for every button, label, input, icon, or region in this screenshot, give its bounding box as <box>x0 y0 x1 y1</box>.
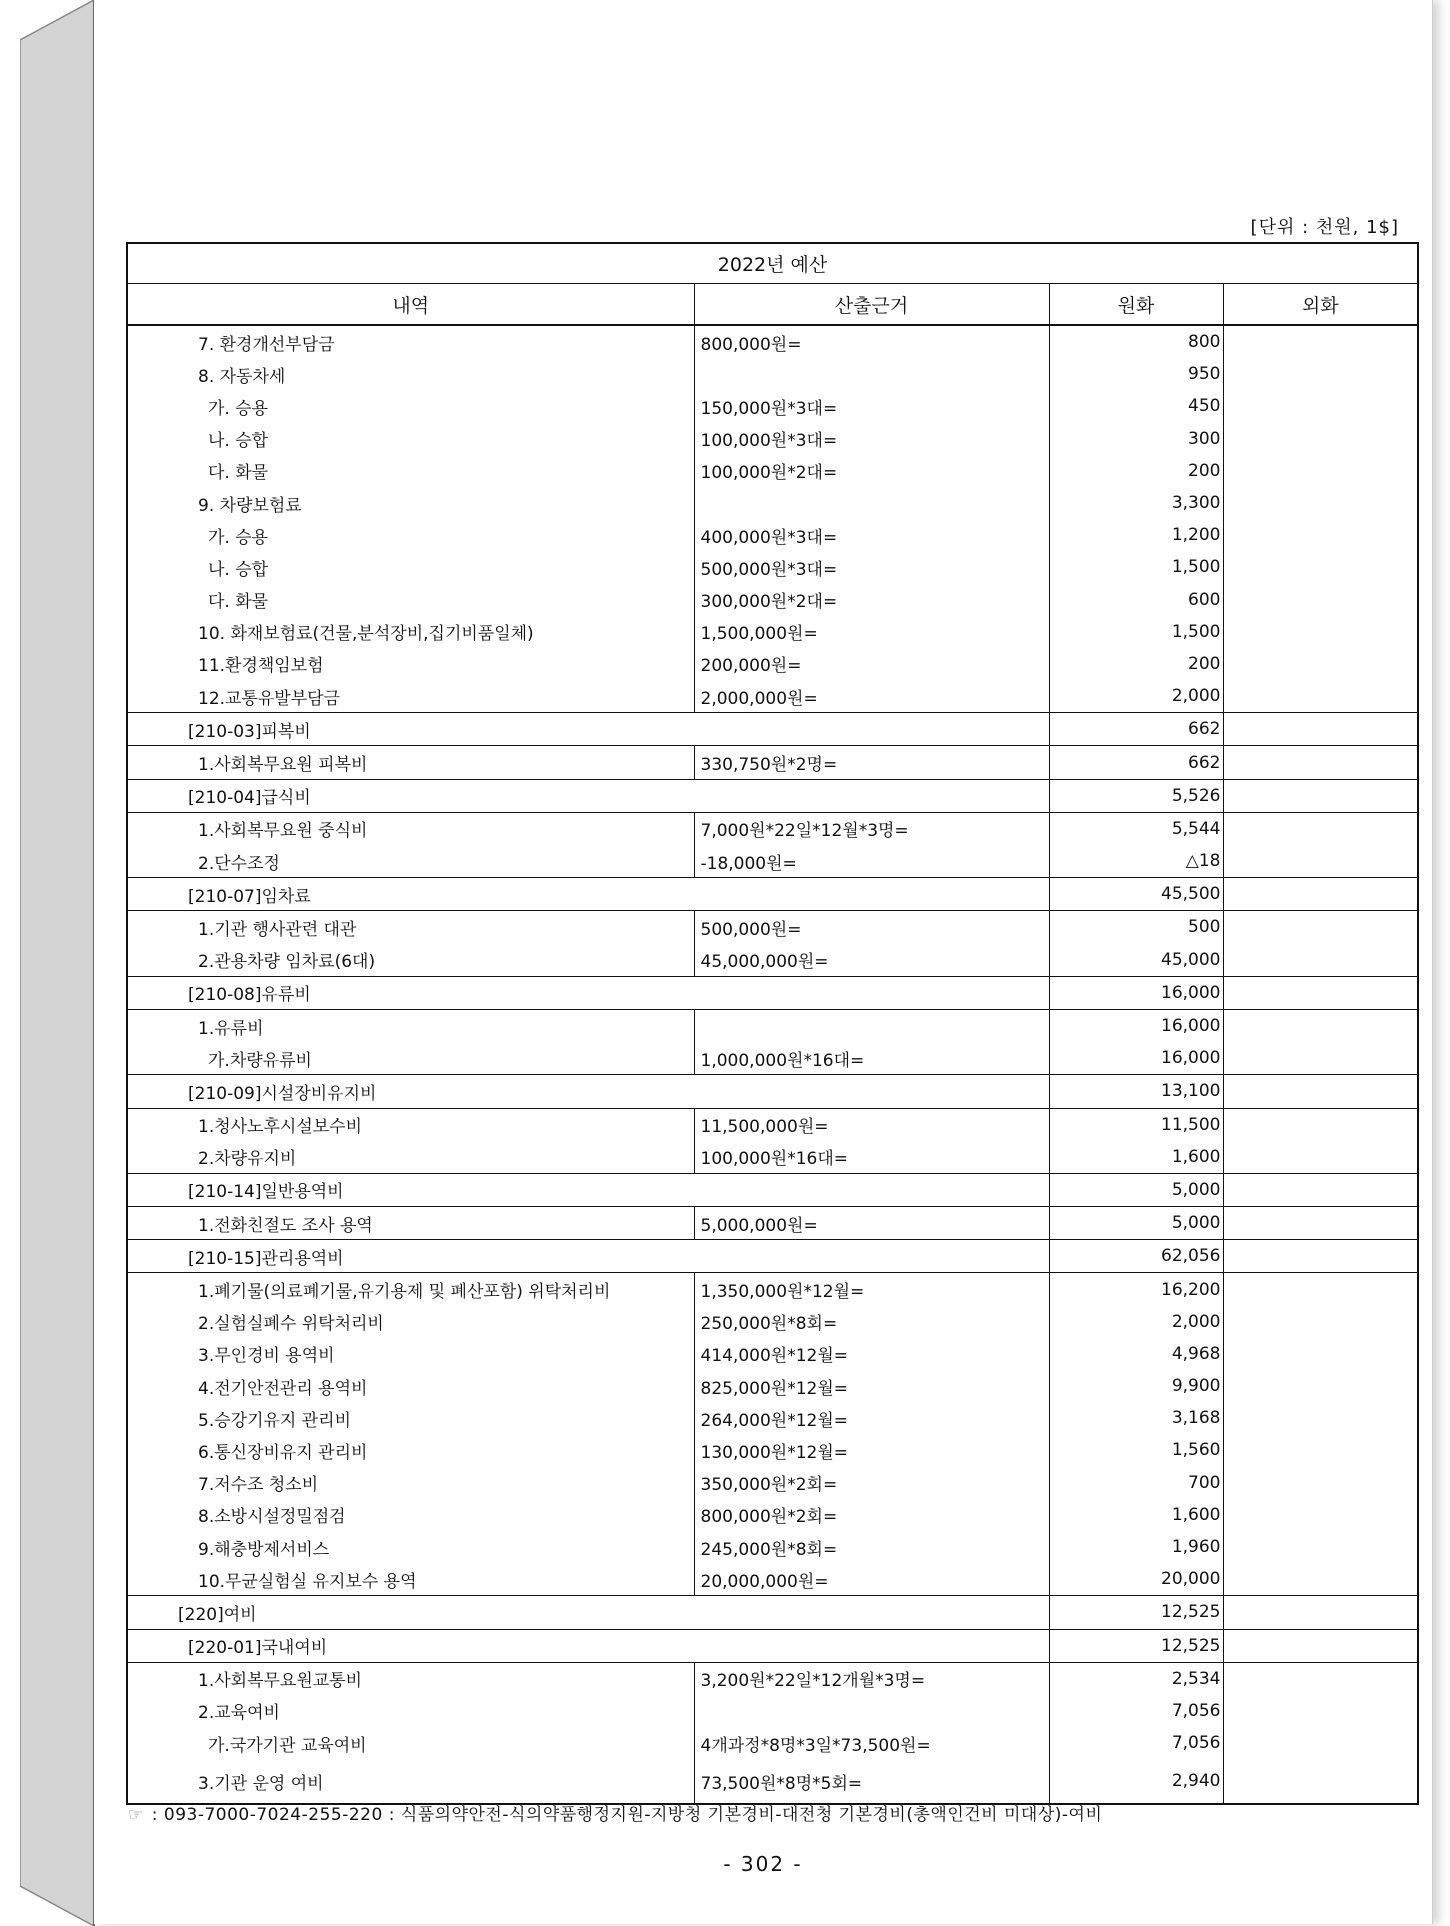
table-row <box>127 455 1418 487</box>
table-row <box>127 1273 1418 1306</box>
foreign-amount-cell <box>1223 1108 1418 1141</box>
foreign-amount-cell <box>1223 519 1418 551</box>
krw-amount-cell: 1,600 <box>1049 1499 1223 1531</box>
foreign-amount-cell <box>1223 1338 1418 1370</box>
column-header-krw: 원화 <box>1049 284 1223 326</box>
basis-cell <box>694 1695 1049 1727</box>
basis-cell: 73,500원*8명*5회= <box>694 1759 1049 1804</box>
krw-amount-cell: 5,000 <box>1049 1207 1223 1240</box>
item-cell: 10. 화재보험료(건물,분석장비,집기비품일체) <box>198 624 534 645</box>
table-row <box>127 911 1418 944</box>
krw-amount-cell: 7,056 <box>1049 1727 1223 1759</box>
foreign-amount-cell <box>1223 779 1418 812</box>
krw-amount-cell: 3,300 <box>1049 487 1223 519</box>
column-header-basis: 산출근거 <box>694 284 1049 326</box>
basis-cell: 200,000원= <box>694 648 1049 680</box>
basis-cell: 1,350,000원*12월= <box>694 1273 1049 1306</box>
table-row <box>127 584 1418 616</box>
item-cell: 가. 승용 <box>208 398 269 419</box>
krw-amount-cell: 5,526 <box>1049 779 1223 812</box>
krw-amount-cell: 300 <box>1049 423 1223 455</box>
item-cell: 1.청사노후시설보수비 <box>127 1108 694 1141</box>
basis-cell: 250,000원*8회= <box>694 1306 1049 1338</box>
krw-amount-cell: 1,560 <box>1049 1434 1223 1466</box>
basis-cell: 500,000원*3대= <box>694 551 1049 583</box>
basis-cell: -18,000원= <box>694 845 1049 878</box>
basis-cell <box>694 713 1049 746</box>
column-header-item: 내역 <box>127 284 694 326</box>
item-cell: 2.관용차량 임차료(6대) <box>198 952 376 973</box>
table-row <box>127 976 1418 1009</box>
foreign-amount-cell <box>1223 455 1418 487</box>
basis-cell: 350,000원*2회= <box>694 1467 1049 1499</box>
basis-cell: 1,000,000원*16대= <box>694 1042 1049 1075</box>
table-row <box>127 1207 1418 1240</box>
basis-cell: 400,000원*3대= <box>694 519 1049 551</box>
basis-cell: 100,000원*16대= <box>694 1141 1049 1174</box>
foreign-amount-cell <box>1223 487 1418 519</box>
foreign-amount-cell <box>1223 1759 1418 1804</box>
basis-cell <box>694 487 1049 519</box>
item-cell: 10.무균실험실 유지보수 용역 <box>198 1571 417 1592</box>
krw-amount-cell: 4,968 <box>1049 1338 1223 1370</box>
basis-cell: 800,000원*2회= <box>694 1499 1049 1531</box>
table-row <box>127 1402 1418 1434</box>
item-cell: [210-15]관리용역비 <box>127 1240 694 1273</box>
foreign-amount-cell <box>1223 1240 1418 1273</box>
basis-cell: 825,000원*12월= <box>694 1370 1049 1402</box>
table-row <box>127 1596 1418 1629</box>
krw-amount-cell: 12,525 <box>1049 1596 1223 1629</box>
krw-amount-cell: 5,544 <box>1049 812 1223 845</box>
foreign-amount-cell <box>1223 878 1418 911</box>
item-cell: [220]여비 <box>127 1596 694 1629</box>
foreign-amount-cell <box>1223 1596 1418 1629</box>
table-row <box>127 779 1418 812</box>
table-row <box>127 325 1418 358</box>
table-row <box>127 358 1418 390</box>
foreign-amount-cell <box>1223 1306 1418 1338</box>
table-row <box>127 812 1418 845</box>
basis-cell: 330,750원*2명= <box>694 746 1049 779</box>
basis-cell <box>694 1075 1049 1108</box>
basis-cell <box>694 779 1049 812</box>
item-cell: 1.기관 행사관련 대관 <box>127 911 694 944</box>
krw-amount-cell: 2,000 <box>1049 1306 1223 1338</box>
foreign-amount-cell <box>1223 1563 1418 1596</box>
item-cell: 3.기관 운영 여비 <box>198 1773 324 1794</box>
table-row <box>127 519 1418 551</box>
foreign-amount-cell <box>1223 845 1418 878</box>
foreign-amount-cell <box>1223 976 1418 1009</box>
table-row <box>127 1240 1418 1273</box>
table-row <box>127 1042 1418 1075</box>
item-cell: 가.국가기관 교육여비 <box>208 1735 367 1756</box>
krw-amount-cell: △18 <box>1049 845 1223 878</box>
unit-label: [단위 : 천원, 1$] <box>1250 217 1399 238</box>
krw-amount-cell: 16,000 <box>1049 1042 1223 1075</box>
item-cell: [210-03]피복비 <box>127 713 694 746</box>
table-row <box>127 1338 1418 1370</box>
basis-cell: 100,000원*3대= <box>694 423 1049 455</box>
foreign-amount-cell <box>1223 911 1418 944</box>
krw-amount-cell: 7,056 <box>1049 1695 1223 1727</box>
footnote <box>128 1800 1102 1825</box>
item-cell: 1.유류비 <box>127 1009 694 1042</box>
table-row <box>127 1173 1418 1206</box>
krw-amount-cell: 20,000 <box>1049 1563 1223 1596</box>
column-header-foreign: 외화 <box>1223 284 1418 326</box>
table-title: 2022년 예산 <box>127 243 1418 284</box>
basis-cell: 100,000원*2대= <box>694 455 1049 487</box>
krw-amount-cell: 200 <box>1049 455 1223 487</box>
krw-amount-cell: 9,900 <box>1049 1370 1223 1402</box>
table-row <box>127 423 1418 455</box>
krw-amount-cell: 662 <box>1049 713 1223 746</box>
krw-amount-cell: 45,000 <box>1049 944 1223 977</box>
krw-amount-cell: 662 <box>1049 746 1223 779</box>
basis-cell: 7,000원*22일*12월*3명= <box>694 812 1049 845</box>
basis-cell: 20,000,000원= <box>694 1563 1049 1596</box>
foreign-amount-cell <box>1223 713 1418 746</box>
item-cell: 나. 승합 <box>208 559 269 580</box>
krw-amount-cell: 450 <box>1049 390 1223 422</box>
foreign-amount-cell <box>1223 1009 1418 1042</box>
item-cell: 5.승강기유지 관리비 <box>198 1410 351 1431</box>
basis-cell: 800,000원= <box>694 325 1049 358</box>
krw-amount-cell: 600 <box>1049 584 1223 616</box>
table-row <box>127 1009 1418 1042</box>
basis-cell <box>694 1240 1049 1273</box>
table-row <box>127 944 1418 977</box>
item-cell: 2.차량유지비 <box>198 1149 297 1170</box>
foreign-amount-cell <box>1223 1173 1418 1206</box>
foreign-amount-cell <box>1223 1402 1418 1434</box>
item-cell: 나. 승합 <box>208 431 269 452</box>
item-cell: 1.사회복무요원 중식비 <box>127 812 694 845</box>
table-row <box>127 878 1418 911</box>
basis-cell: 264,000원*12월= <box>694 1402 1049 1434</box>
item-cell: 2.단수조정 <box>198 853 280 874</box>
krw-amount-cell: 5,000 <box>1049 1173 1223 1206</box>
table-row <box>127 1563 1418 1596</box>
foreign-amount-cell <box>1223 584 1418 616</box>
table-row <box>127 616 1418 648</box>
foreign-amount-cell <box>1223 1370 1418 1402</box>
foreign-amount-cell <box>1223 325 1418 358</box>
table-row <box>127 1075 1418 1108</box>
item-cell: [220-01]국내여비 <box>127 1629 694 1662</box>
basis-cell: 3,200원*22일*12개월*3명= <box>694 1662 1049 1695</box>
table-row <box>127 1499 1418 1531</box>
basis-cell: 4개과정*8명*3일*73,500원= <box>694 1727 1049 1759</box>
table-row <box>127 551 1418 583</box>
basis-cell <box>694 878 1049 911</box>
krw-amount-cell: 16,000 <box>1049 1009 1223 1042</box>
krw-amount-cell: 2,000 <box>1049 680 1223 713</box>
foreign-amount-cell <box>1223 1434 1418 1466</box>
table-row <box>127 746 1418 779</box>
budget-table <box>126 242 1419 1805</box>
basis-cell: 1,500,000원= <box>694 616 1049 648</box>
krw-amount-cell: 3,168 <box>1049 1402 1223 1434</box>
krw-amount-cell: 800 <box>1049 325 1223 358</box>
foreign-amount-cell <box>1223 1042 1418 1075</box>
item-cell: 1.사회복무요원 피복비 <box>127 746 694 779</box>
page-number: - 302 - <box>723 1852 803 1876</box>
krw-amount-cell: 45,500 <box>1049 878 1223 911</box>
item-cell: 11.환경책임보험 <box>198 656 324 677</box>
item-cell: 7.저수조 청소비 <box>198 1475 319 1496</box>
table-row <box>127 1759 1418 1804</box>
foreign-amount-cell <box>1223 648 1418 680</box>
foreign-amount-cell <box>1223 1467 1418 1499</box>
item-cell: 다. 화물 <box>208 592 269 613</box>
table-row <box>127 1108 1418 1141</box>
basis-cell: 2,000,000원= <box>694 680 1049 713</box>
foreign-amount-cell <box>1223 1141 1418 1174</box>
table-row <box>127 1434 1418 1466</box>
krw-amount-cell: 1,200 <box>1049 519 1223 551</box>
basis-cell <box>694 358 1049 390</box>
krw-amount-cell: 1,600 <box>1049 1141 1223 1174</box>
basis-cell: 414,000원*12월= <box>694 1338 1049 1370</box>
item-cell: 1.폐기물(의료폐기물,유기용제 및 폐산포함) 위탁처리비 <box>127 1273 694 1306</box>
foreign-amount-cell <box>1223 551 1418 583</box>
table-row <box>127 1531 1418 1563</box>
item-cell: 6.통신장비유지 관리비 <box>198 1442 368 1463</box>
book-spine <box>20 0 21 1926</box>
basis-cell <box>694 1173 1049 1206</box>
pointing-hand-icon: ☞ <box>128 1805 144 1825</box>
foreign-amount-cell <box>1223 1695 1418 1727</box>
foreign-amount-cell <box>1223 746 1418 779</box>
item-cell: 2.실험실폐수 위탁처리비 <box>198 1314 384 1335</box>
footnote-text: : 093-7000-7024-255-220 : 식품의약안전-식의약품행정지원-지방청 기본경비-대전청 기본경비(총액인건비 미대상)-여비 <box>151 1805 1103 1825</box>
table-body <box>127 325 1418 1804</box>
krw-amount-cell: 16,000 <box>1049 976 1223 1009</box>
item-cell: 12.교통유발부담금 <box>198 688 340 709</box>
item-cell: [210-14]일반용역비 <box>127 1173 694 1206</box>
krw-amount-cell: 1,960 <box>1049 1531 1223 1563</box>
table-row <box>127 680 1418 713</box>
basis-cell <box>694 976 1049 1009</box>
foreign-amount-cell <box>1223 1273 1418 1306</box>
basis-cell: 300,000원*2대= <box>694 584 1049 616</box>
item-cell: 가.차량유류비 <box>208 1050 312 1071</box>
basis-cell: 5,000,000원= <box>694 1207 1049 1240</box>
foreign-amount-cell <box>1223 423 1418 455</box>
item-cell: 다. 화물 <box>208 463 269 484</box>
item-cell: 3.무인경비 용역비 <box>198 1346 335 1367</box>
basis-cell: 45,000,000원= <box>694 944 1049 977</box>
foreign-amount-cell <box>1223 680 1418 713</box>
foreign-amount-cell <box>1223 812 1418 845</box>
krw-amount-cell: 62,056 <box>1049 1240 1223 1273</box>
foreign-amount-cell <box>1223 616 1418 648</box>
item-cell: [210-09]시설장비유지비 <box>127 1075 694 1108</box>
foreign-amount-cell <box>1223 1499 1418 1531</box>
basis-cell: 245,000원*8회= <box>694 1531 1049 1563</box>
table-row <box>127 1370 1418 1402</box>
item-cell: 8. 자동차세 <box>198 366 286 387</box>
basis-cell: 11,500,000원= <box>694 1108 1049 1141</box>
table-row <box>127 390 1418 422</box>
table-row <box>127 1629 1418 1662</box>
table-row <box>127 1695 1418 1727</box>
table-row <box>127 1141 1418 1174</box>
krw-amount-cell: 500 <box>1049 911 1223 944</box>
krw-amount-cell: 12,525 <box>1049 1629 1223 1662</box>
krw-amount-cell: 200 <box>1049 648 1223 680</box>
foreign-amount-cell <box>1223 390 1418 422</box>
krw-amount-cell: 1,500 <box>1049 616 1223 648</box>
item-cell: 8.소방시설정밀점검 <box>198 1507 346 1528</box>
basis-cell <box>694 1596 1049 1629</box>
item-cell: [210-08]유류비 <box>127 976 694 1009</box>
krw-amount-cell: 13,100 <box>1049 1075 1223 1108</box>
table-row <box>127 713 1418 746</box>
item-cell: 9.해충방제서비스 <box>198 1539 330 1560</box>
krw-amount-cell: 11,500 <box>1049 1108 1223 1141</box>
foreign-amount-cell <box>1223 1075 1418 1108</box>
foreign-amount-cell <box>1223 1207 1418 1240</box>
table-row <box>127 1662 1418 1695</box>
foreign-amount-cell <box>1223 358 1418 390</box>
foreign-amount-cell <box>1223 1531 1418 1563</box>
krw-amount-cell: 700 <box>1049 1467 1223 1499</box>
krw-amount-cell: 2,940 <box>1049 1759 1223 1804</box>
basis-cell: 150,000원*3대= <box>694 390 1049 422</box>
basis-cell: 130,000원*12월= <box>694 1434 1049 1466</box>
krw-amount-cell: 950 <box>1049 358 1223 390</box>
table-row <box>127 487 1418 519</box>
item-cell: 가. 승용 <box>208 527 269 548</box>
item-cell: 7. 환경개선부담금 <box>198 334 335 355</box>
foreign-amount-cell <box>1223 944 1418 977</box>
foreign-amount-cell <box>1223 1727 1418 1759</box>
item-cell: 4.전기안전관리 용역비 <box>198 1378 368 1399</box>
table-row <box>127 845 1418 878</box>
item-cell: 2.교육여비 <box>198 1703 280 1724</box>
foreign-amount-cell <box>1223 1662 1418 1695</box>
basis-cell <box>694 1629 1049 1662</box>
foreign-amount-cell <box>1223 1629 1418 1662</box>
krw-amount-cell: 16,200 <box>1049 1273 1223 1306</box>
krw-amount-cell: 1,500 <box>1049 551 1223 583</box>
basis-cell: 500,000원= <box>694 911 1049 944</box>
table-row <box>127 1467 1418 1499</box>
table-row <box>127 648 1418 680</box>
table-row <box>127 1306 1418 1338</box>
basis-cell <box>694 1009 1049 1042</box>
item-cell: [210-07]임차료 <box>127 878 694 911</box>
krw-amount-cell: 2,534 <box>1049 1662 1223 1695</box>
item-cell: [210-04]급식비 <box>127 779 694 812</box>
document-page <box>94 0 1433 1924</box>
item-cell: 1.전화친절도 조사 용역 <box>127 1207 694 1240</box>
item-cell: 1.사회복무요원교통비 <box>127 1662 694 1695</box>
table-row <box>127 1727 1418 1759</box>
item-cell: 9. 차량보험료 <box>198 495 302 516</box>
